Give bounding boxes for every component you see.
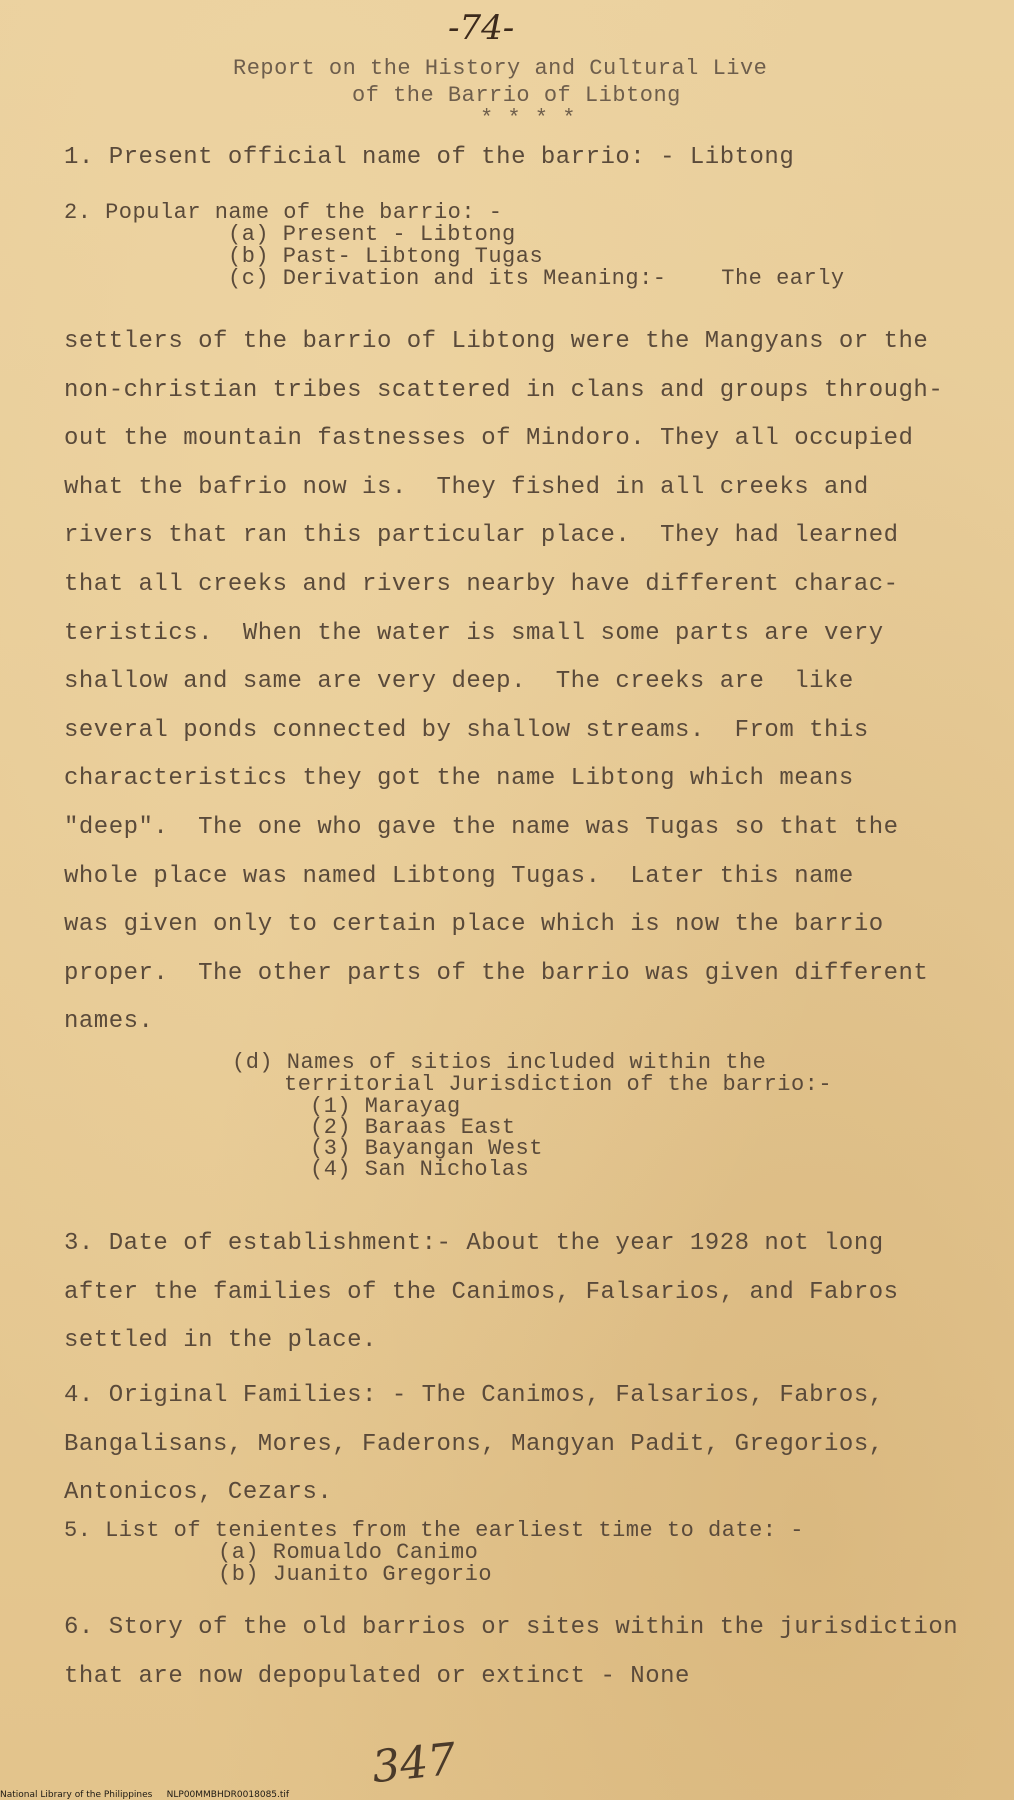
- paragraph-line-3: out the mountain fastnesses of Mindoro. They all occupied: [64, 425, 914, 453]
- sitio-item: (1) Marayag: [310, 1094, 461, 1119]
- item-1-official-name: 1. Present official name of the barrio: - Libtong: [64, 144, 795, 171]
- item-6-line-2: that are now depopulated or extinct - None: [64, 1662, 690, 1690]
- item-2a-present: (a) Present - Libtong: [228, 222, 516, 247]
- paragraph-line-8: shallow and same are very deep. The creeks are like: [64, 668, 854, 696]
- item-3-line-2: after the families of the Canimos, Falsarios, and Fabros: [64, 1278, 899, 1306]
- item-2-heading: 2. Popular name of the barrio: -: [64, 200, 503, 225]
- item-2c-derivation: (c) Derivation and its Meaning:- The early: [228, 266, 845, 291]
- paragraph-line-9: several ponds connected by shallow streams. From this: [64, 716, 869, 744]
- derivation-paragraph: [64, 318, 943, 1047]
- item-d-line-2: territorial Jurisdiction of the barrio:-: [284, 1072, 833, 1097]
- title-stars: * * * *: [480, 106, 576, 131]
- item-4-line-3: Antonicos, Cezars.: [64, 1479, 333, 1507]
- paragraph-line-12: whole place was named Libtong Tugas. Later this name: [64, 862, 854, 890]
- sitio-item: (3) Bayangan West: [310, 1136, 543, 1161]
- paragraph-line-2: non-christian tribes scattered in clans and groups through-: [64, 376, 944, 404]
- item-5b-teniente: (b) Juanito Gregorio: [218, 1562, 493, 1587]
- item-4-original-families: [64, 1372, 884, 1518]
- paragraph-line-11: "deep". The one who gave the name was Tugas so that the: [64, 813, 899, 841]
- item-3-line-1: 3. Date of establishment:- About the year 1928 not long: [64, 1230, 884, 1257]
- title-line-1: Report on the History and Cultural Live: [233, 56, 768, 81]
- footer-source-label: National Library of the Philippines NLP00MMBHDR0018085.tif: [0, 1790, 290, 1800]
- item-6-old-barrios: [64, 1604, 958, 1701]
- item-6-line-1: 6. Story of the old barrios or sites within the jurisdiction: [64, 1614, 959, 1641]
- paragraph-line-13: was given only to certain place which is now the barrio: [64, 911, 884, 939]
- item-d-line-1: (d) Names of sitios included within the: [232, 1050, 767, 1075]
- title-line-2: of the Barrio of Libtong: [352, 83, 681, 108]
- sitio-item: (4) San Nicholas: [310, 1157, 530, 1182]
- paragraph-line-15: names.: [64, 1008, 154, 1036]
- item-3-line-3: settled in the place.: [64, 1327, 377, 1355]
- item-5a-teniente: (a) Romualdo Canimo: [218, 1540, 479, 1565]
- item-2b-past: (b) Past- Libtong Tugas: [228, 244, 544, 269]
- paragraph-line-4: what the bafrio now is. They fished in all creeks and: [64, 473, 869, 501]
- sitio-item: (2) Baraas East: [310, 1115, 516, 1140]
- item-4-line-1: 4. Original Families: - The Canimos, Falsarios, Fabros,: [64, 1382, 884, 1409]
- item-5-heading: 5. List of tenientes from the earliest time to date: -: [64, 1518, 804, 1543]
- paragraph-line-7: teristics. When the water is small some parts are very: [64, 619, 884, 647]
- item-3-establishment: [64, 1220, 899, 1366]
- paragraph-line-5: rivers that ran this particular place. They had learned: [64, 522, 899, 550]
- sitio-list: [310, 1096, 543, 1180]
- paragraph-line-6: that all creeks and rivers nearby have different charac-: [64, 570, 899, 598]
- handwritten-signature: 347: [369, 1733, 459, 1794]
- item-4-line-2: Bangalisans, Mores, Faderons, Mangyan Padit, Gregorios,: [64, 1430, 884, 1458]
- paragraph-line-1: settlers of the barrio of Libtong were the Mangyans or the: [64, 328, 929, 355]
- paragraph-line-14: proper. The other parts of the barrio was given different: [64, 959, 929, 987]
- paragraph-line-10: characteristics they got the name Libtong which means: [64, 765, 854, 793]
- page-number: -74-: [448, 8, 515, 48]
